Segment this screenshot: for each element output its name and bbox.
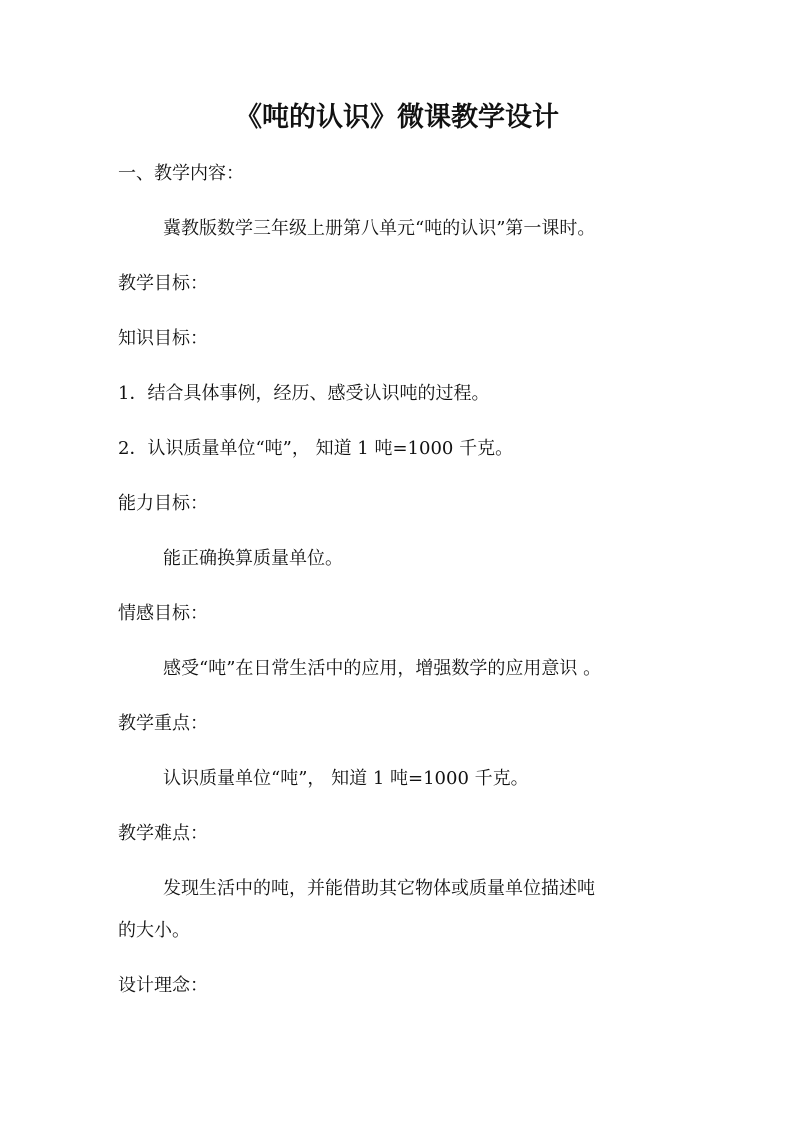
paragraph-emotional-objectives: 感受“吨”在日常生活中的应用，增强数学的应用意识 。	[163, 658, 602, 679]
section-heading-key-points: 教学重点：	[118, 713, 208, 734]
section-heading-teaching-objectives: 教学目标：	[118, 273, 208, 294]
list-item-2: 2．认识质量单位“吨”， 知道 1 吨=1000 千克。	[118, 438, 514, 459]
subheading-ability-objectives: 能力目标：	[118, 493, 208, 514]
subheading-knowledge-objectives: 知识目标：	[118, 328, 208, 349]
paragraph-ability-objectives: 能正确换算质量单位。	[163, 548, 343, 569]
document-title: 《吨的认识》微课教学设计	[235, 102, 559, 133]
subheading-emotional-objectives: 情感目标：	[118, 603, 208, 624]
paragraph-difficulties-line-1: 发现生活中的吨，并能借助其它物体或质量单位描述吨	[163, 878, 595, 899]
paragraph-teaching-content: 冀教版数学三年级上册第八单元“吨的认识”第一课时。	[163, 218, 596, 239]
paragraph-difficulties-line-2: 的大小。	[118, 920, 190, 941]
section-heading-teaching-content: 一、教学内容：	[118, 163, 244, 184]
list-item-1: 1．结合具体事例，经历、感受认识吨的过程。	[118, 383, 490, 404]
section-heading-difficulties: 教学难点：	[118, 823, 208, 844]
section-heading-design-concept: 设计理念：	[118, 975, 208, 996]
paragraph-key-points: 认识质量单位“吨”， 知道 1 吨=1000 千克。	[163, 768, 529, 789]
